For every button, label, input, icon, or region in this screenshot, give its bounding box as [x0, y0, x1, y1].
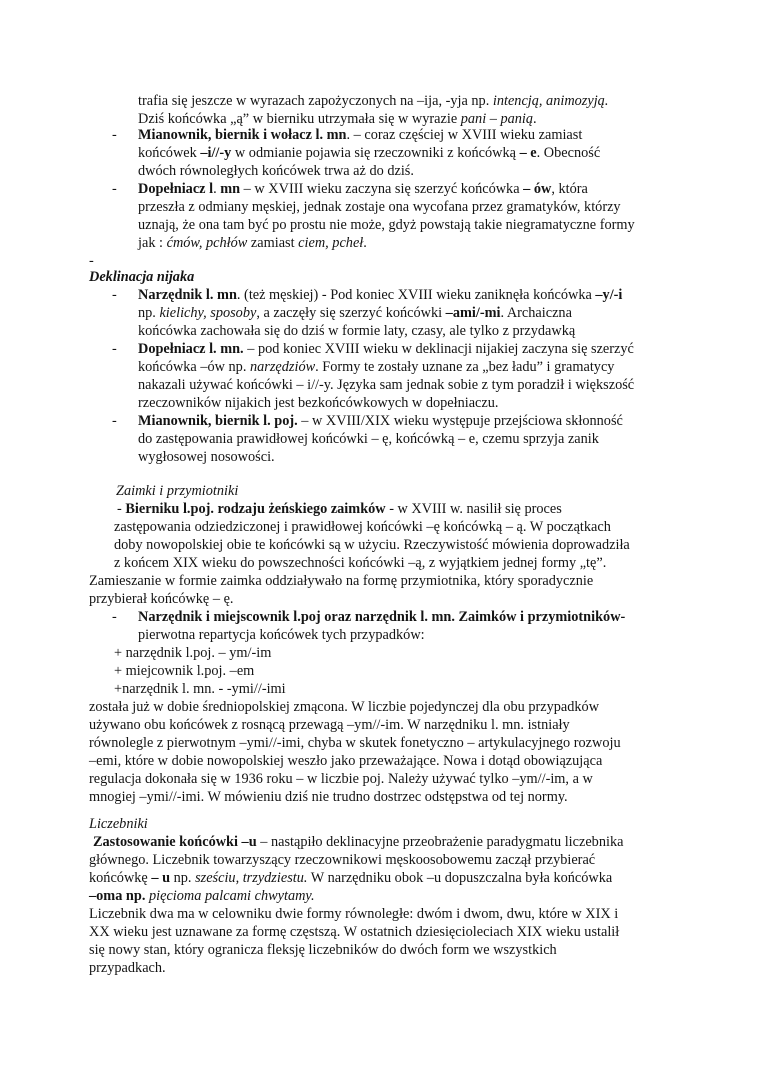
list-dash: - — [112, 181, 117, 197]
text-line: równolegle z pierwotnym –ymi//-imi, chyba w skutek fonetyczno – artykulacyjnego rozwoju — [89, 735, 621, 751]
list-dash: - — [112, 341, 117, 357]
section-heading: Liczebniki — [89, 816, 148, 832]
text-line: Mianownik, biernik i wołacz l. mn. – coraz częściej w XVIII wieku zamiast — [138, 127, 583, 143]
text-line: - Bierniku l.poj. rodzaju żeńskiego zaimków - w XVIII w. nasilił się proces — [117, 501, 562, 517]
text-line: np. kielichy, sposoby, a zaczęły się szerzyć końcówki –ami/-mi. Archaiczna — [138, 305, 572, 321]
text-line: końcówka –ów np. narzędziów. Formy te zostały uznane za „bez ładu” i gramatycy — [138, 359, 615, 375]
text-line: Dopełniacz l. mn. – pod koniec XVIII wieku w deklinacji nijakiej zaczyna się szerzyć — [138, 341, 634, 357]
text-line: końcówka zachowała się do dziś w formie laty, czasy, ale tylko z przydawką — [138, 323, 576, 339]
text-line: mnogiej –ymi//-imi. W mówieniu dziś nie trudno dostrzec odstępstwa od tej normy. — [89, 789, 568, 805]
text-line: Mianownik, biernik l. poj. – w XVIII/XIX wieku występuje przejściowa skłonność — [138, 413, 623, 429]
text-line: przybierał końcówkę – ę. — [89, 591, 234, 607]
list-dash: - — [112, 413, 117, 429]
text-line: końcówkę – u np. sześciu, trzydziestu. W narzędniku obok –u dopuszczalna była końcówka — [89, 870, 613, 886]
text-line: –oma np. pięcioma palcami chwytamy. — [89, 888, 315, 904]
text-line: Narzędnik i miejscownik l.poj oraz narzędnik l. mn. Zaimków i przymiotników- — [138, 609, 626, 625]
text-line: Zastosowanie końcówki –u – nastąpiło deklinacyjne przeobrażenie paradygmatu liczebnika — [93, 834, 624, 850]
list-dash: - — [112, 287, 117, 303]
text-line: wygłosowej nosowości. — [138, 449, 275, 465]
text-line: przypadkach. — [89, 960, 166, 976]
list-dash: - — [112, 127, 117, 143]
text-line: XX wieku jest uznawane za formę częstszą. W ostatnich dziesięcioleciach XIX wieku ustalił — [89, 924, 620, 940]
text-line: Dziś końcówka „ą” w bierniku utrzymała się w wyrazie pani – panią. — [138, 111, 537, 127]
text-line: jak : ćmów, pchłów zamiast ciem, pcheł. — [138, 235, 367, 251]
section-heading: Zaimki i przymiotniki — [116, 483, 239, 499]
text-line: została już w dobie średniopolskiej zmącona. W liczbie pojedynczej dla obu przypadków — [89, 699, 600, 715]
text-line: przeszła z odmiany męskiej, jednak zostaje ona wycofana przez gramatyków, którzy — [138, 199, 621, 215]
text-line: nakazali używać końcówki – i//-y. Języka sam jednak sobie z tym poradził i większość — [138, 377, 635, 393]
text-line: pierwotna repartycja końcówek tych przypadków: — [138, 627, 425, 643]
text-line: doby nowopolskiej obie te końcówki są w użyciu. Rzeczywistość mówienia doprowadziła — [114, 537, 630, 553]
text-line: końcówek –i//-y w odmianie pojawia się rzeczowniki z końcówką – e. Obecność — [138, 145, 601, 161]
section-heading: Deklinacja nijaka — [89, 269, 195, 285]
text-line: + narzędnik l.poj. – ym/-im — [114, 645, 272, 661]
text-line: dwóch równoległych końcówek trwa aż do dziś. — [138, 163, 414, 179]
text-line: z końcem XIX wieku do powszechności końcówki –ą, z wyjątkiem jednej formy „tę”. — [114, 555, 607, 571]
text-line: Dopełniacz l. mn – w XVIII wieku zaczyna się szerzyć końcówka – ów, która — [138, 181, 588, 197]
text-line: –emi, które w dobie nowopolskiej weszło jako przeważające. Nowa i dotąd obowiązująca — [89, 753, 603, 769]
text-line: Narzędnik l. mn. (też męskiej) - Pod koniec XVIII wieku zaniknęła końcówka –y/-i — [138, 287, 623, 303]
list-dash: - — [89, 253, 94, 269]
text-line: głównego. Liczebnik towarzyszący rzeczownikowi męskoosobowemu zaczął przybierać — [89, 852, 596, 868]
list-dash: - — [112, 609, 117, 625]
text-line: rzeczowników nijakich jest bezkońcówkowych w dopełniaczu. — [138, 395, 499, 411]
text-line: używano obu końcówek z rosnącą przewagą –ym//-im. W narzędniku l. mn. istniały — [89, 717, 570, 733]
text-line: +narzędnik l. mn. - -ymi//-imi — [114, 681, 286, 697]
text-line: + miejcownik l.poj. –em — [114, 663, 255, 679]
text-line: uznają, że ona tam być po prostu nie może, gdyż powstają takie niegramatyczne formy — [138, 217, 635, 233]
text-line: trafia się jeszcze w wyrazach zapożyczonych na –ija, -yja np. intencją, animozyją. — [138, 93, 609, 109]
text-line: regulacja dokonała się w 1936 roku – w liczbie poj. Należy używać tylko –ym//-im, a w — [89, 771, 593, 787]
text-line: Zamieszanie w formie zaimka oddziaływało na formę przymiotnika, który sporadycznie — [89, 573, 594, 589]
text-line: zastępowania odziedziczonej i prawidłowej końcówki –ę końcówką – ą. W początkach — [114, 519, 611, 535]
text-line: do zastępowania prawidłowej końcówki – ę, końcówką – e, czemu sprzyja zanik — [138, 431, 599, 447]
text-line: się nowy stan, który ogranicza fleksję liczebników do dwóch form we wszystkich — [89, 942, 557, 958]
text-line: Liczebnik dwa ma w celowniku dwie formy równoległe: dwóm i dwom, dwu, które w XIX i — [89, 906, 619, 922]
